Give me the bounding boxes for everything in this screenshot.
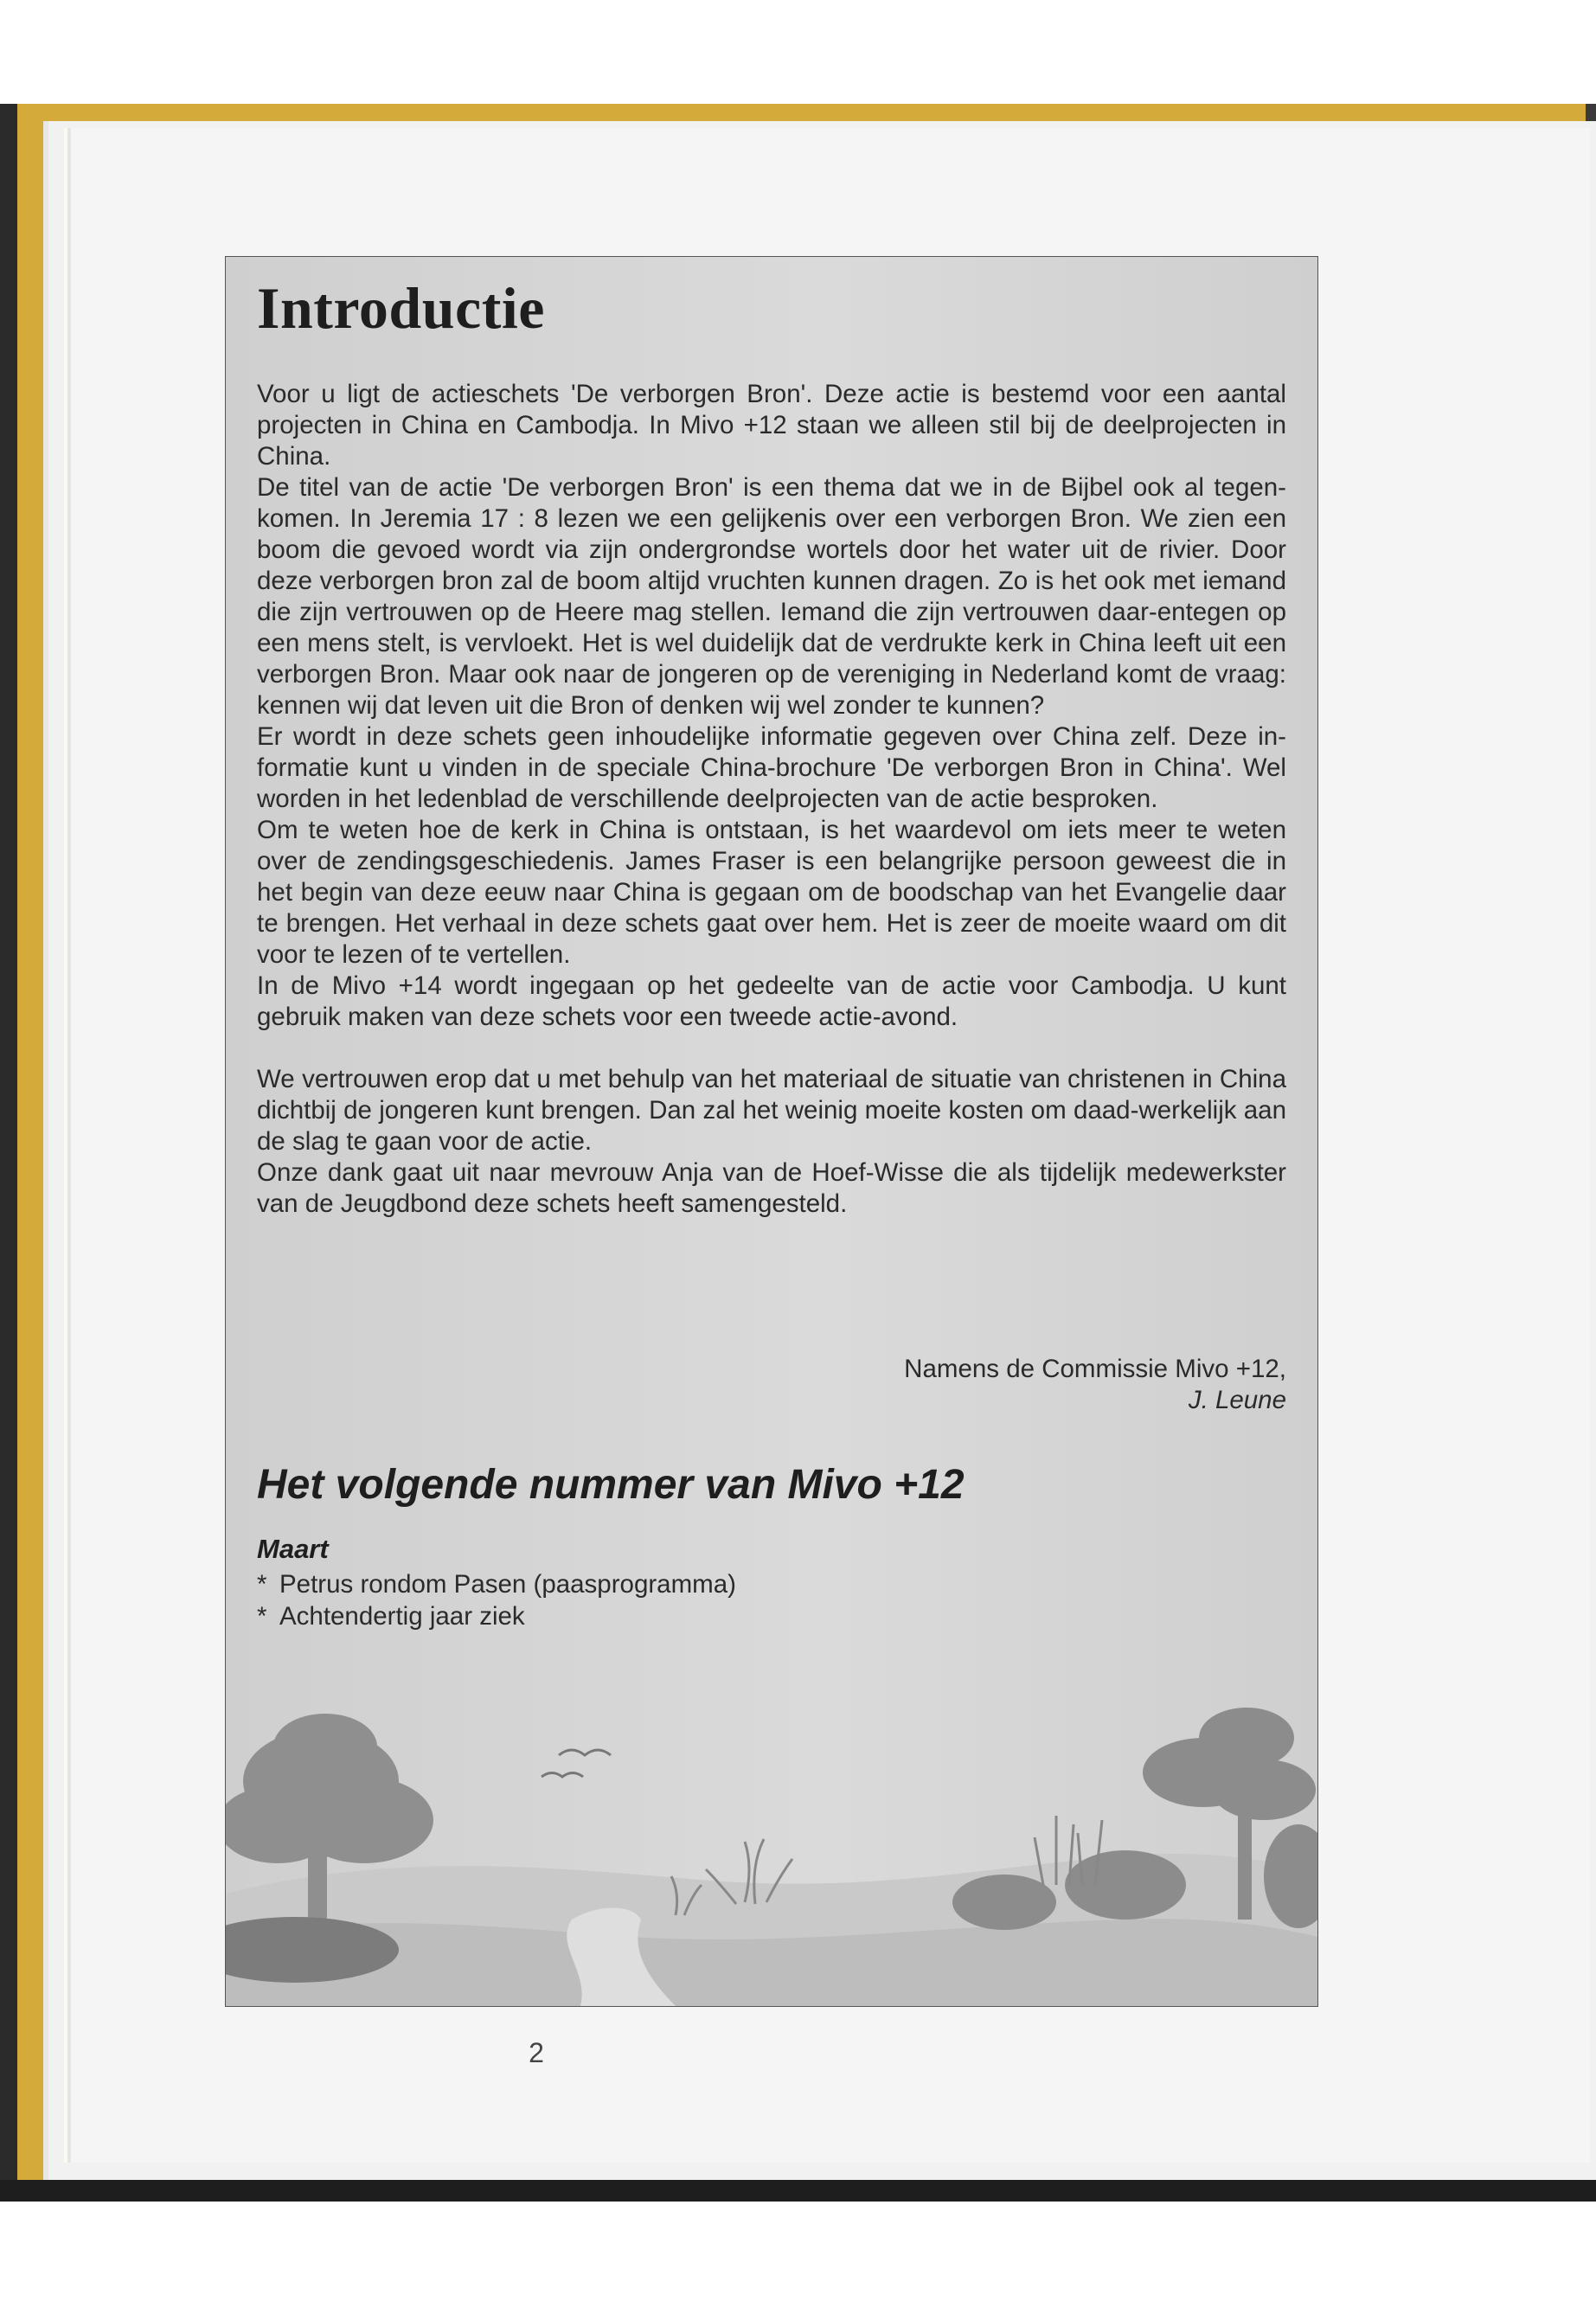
content-panel (225, 256, 1318, 2007)
birds (542, 1750, 611, 1777)
intro-paragraph: Voor u ligt de actieschets 'De verborgen Bron'. Deze actie is bestemd voor een aantal projecten in China en Cambodja. In Mivo +12 staan we alleen stil bij de deelprojecten in China. (257, 380, 1286, 471)
intro-title: Introductie (257, 275, 545, 341)
list-item-text: Achtendertig jaar ziek (279, 1602, 525, 1631)
book-spine (0, 104, 17, 2202)
bullet-star: * (257, 1602, 267, 1631)
next-issue-list (257, 1568, 736, 1632)
landscape-illustration (226, 1677, 1317, 2006)
intro-paragraph: De titel van de actie 'De verborgen Bron' is een thema dat we in de Bijbel ook al tegen-komen. In Jeremia 17 : 8 lezen we een gelijkenis over een verborgen Bron. We zien een boom die gevoed wordt via zijn ondergrondse wortels door het water uit de rivier. Door deze verborgen bron zal de boom altijd vruchten kunnen dragen. Zo is het ook met iemand die zijn vertrouwen op de Heere mag stellen. Iemand die zijn vertrouwen daar-entegen op een mens stelt, is vervloekt. Het is wel duidelijk dat de verdrukte kerk in China leeft uit een verborgen Bron. Maar ook naar de jongeren op de vereniging in Nederland komt de vraag: kennen wij dat leven uit die Bron of denken wij wel zonder te kunnen? (257, 473, 1286, 720)
page-number: 2 (529, 2037, 544, 2068)
intro-section (257, 274, 1286, 1220)
intro-paragraph: In de Mivo +14 wordt ingegaan op het gedeelte van de actie voor Cambodja. U kunt gebruik maken van deze schets voor een tweede actie-avond. (257, 971, 1286, 1031)
intro-paragraph: We vertrouwen erop dat u met behulp van het materiaal de situatie van christenen in China dichtbij de jongeren kunt brengen. Dan zal het weinig moeite kosten om daad-werkelijk aan de slag te gaan voor de actie. (257, 1065, 1286, 1156)
intro-paragraph: Onze dank gaat uit naar mevrouw Anja van de Hoef-Wisse die als tijdelijk medewerkster van de Jeugdbond deze schets heeft samengesteld. (257, 1158, 1286, 1218)
intro-body (257, 379, 1286, 1220)
signature-name: J. Leune (1188, 1386, 1286, 1414)
bullet-star: * (257, 1570, 267, 1599)
book-bottom-edge (0, 2180, 1596, 2202)
list-item-text: Petrus rondom Pasen (paasprogramma) (279, 1570, 736, 1599)
next-issue-title: Het volgende nummer van Mivo +12 (257, 1462, 965, 1508)
list-item (257, 1600, 736, 1632)
signature-line: Namens de Commissie Mivo +12, (904, 1355, 1286, 1383)
intro-paragraph: Er wordt in deze schets geen inhoudelijke informatie gegeven over China zelf. Deze in-formatie kunt u vinden in de speciale China-brochure 'De verborgen Bron in China'. Wel worden in het ledenblad de verschillende deelprojecten van de actie besproken. (257, 722, 1286, 813)
next-issue-month: Maart (257, 1534, 329, 1564)
list-item (257, 1568, 736, 1600)
paragraph-spacer (257, 1033, 1286, 1064)
intro-paragraph: Om te weten hoe de kerk in China is ontstaan, is het waardevol om iets meer te weten over de zendingsgeschiedenis. James Fraser is een belangrijke persoon geweest die in het begin van deze eeuw naar China is gegaan om de boodschap van het Evangelie daar te brengen. Het verhaal in deze schets gaat over hem. Het is zeer de moeite waard om dit voor te lezen of te vertellen. (257, 816, 1286, 969)
signature (257, 1354, 1286, 1416)
